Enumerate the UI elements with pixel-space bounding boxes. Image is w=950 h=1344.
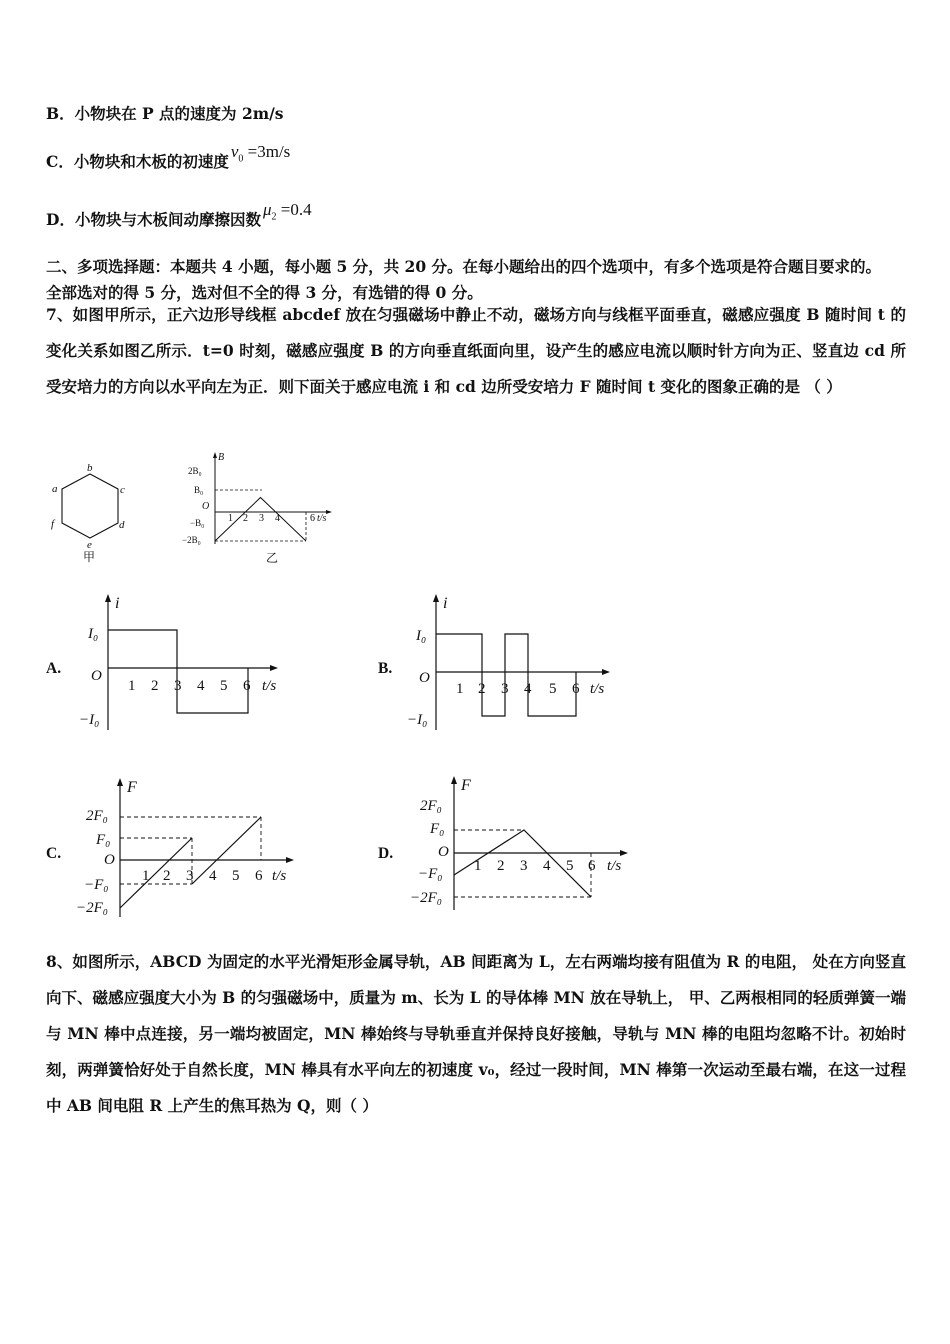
option-c-xtick-1: 1: [142, 868, 150, 884]
option-c-origin: O: [104, 852, 115, 868]
x-tick-3: 3: [259, 513, 264, 524]
option-d-label: D.: [378, 845, 394, 862]
option-c-2f0: 2F₀: [86, 808, 108, 824]
vertex-f: f: [51, 518, 55, 530]
section-header-line1: 二、多项选择题：本题共 4 小题，每小题 5 分，共 20 分。在每小题给出的四个选项中，有多个选项是符合题目要求的。: [46, 257, 882, 276]
option-c-xtick-6: 6: [255, 868, 263, 884]
option-b-i0: I₀: [416, 628, 427, 644]
option-b-xtick-3: 3: [501, 681, 509, 697]
caption-jia: 甲: [83, 550, 96, 564]
option-d-neg-2f0: −2F₀: [410, 890, 442, 906]
question-8-text: 8、如图所示，ABCD 为固定的水平光滑矩形金属导轨，AB 间距离为 L，左右两端均接有阻值为 R 的电阻， 处在方向竖直向下、磁感应强度大小为 B 的匀强磁场中，质量为 m、长为 L 的导体棒 MN 放在导轨上， 甲、乙两根相同的轻质弹簧一端与 MN 棒中点连接，另一端均被固定，MN 棒始终与导轨垂直并保持良好接触，导轨与 MN 棒的电阻均忽略不计。初始时刻，两弹簧恰好处于自然长度，MN 棒具有水平向左的初速度 v₀，经过一段时间，MN 棒第一次运动至最右端，在这一过程中 AB 间电阻 R 上产生的焦耳热为 Q，则（ ）: [46, 952, 906, 1115]
vertex-c: c: [120, 484, 125, 496]
option-d-xtick-1: 1: [474, 858, 482, 874]
vertex-e: e: [87, 539, 92, 551]
option-a-xtick-3: 3: [174, 678, 182, 694]
option-d-xtick-4: 4: [543, 858, 551, 874]
option-a-i0: I₀: [88, 626, 99, 642]
option-a-xtick-4: 4: [197, 678, 205, 694]
option-d-f0: F₀: [430, 821, 445, 837]
option-b-graph: [404, 590, 624, 740]
option-d-text: D．小物块与木板间动摩擦因数: [46, 210, 261, 229]
option-d-xtick-5: 5: [566, 858, 574, 874]
option-b-xtick-4: 4: [524, 681, 532, 697]
option-b-origin: O: [419, 670, 430, 686]
origin-label: O: [202, 501, 210, 512]
option-c-text: C．小物块和木板的初速度: [46, 152, 229, 171]
vertex-d: d: [119, 519, 125, 531]
option-c-label: C.: [46, 845, 62, 862]
option-a-xtick-1: 1: [128, 678, 136, 694]
option-a-xtick-2: 2: [151, 678, 159, 694]
option-a-y-axis: i: [115, 595, 120, 612]
section-header-line2: 全部选对的得 5 分，选对但不全的得 3 分，有选错的得 0 分。: [46, 283, 483, 302]
x-tick-2: 2: [243, 513, 248, 524]
vertex-b: b: [87, 462, 93, 474]
option-c-segment-2: [192, 817, 261, 884]
option-c-graph: [76, 772, 316, 922]
option-d-xtick-2: 2: [497, 858, 505, 874]
option-c-neg-2f0: −2F₀: [76, 900, 108, 916]
x-tick-4: 4: [275, 513, 280, 524]
option-c-f0: F₀: [96, 832, 111, 848]
y-tick-b0: B₀: [194, 485, 204, 495]
option-c-xtick-5: 5: [232, 868, 240, 884]
figure-b-t-graph: [178, 448, 348, 568]
option-b-prev: B．小物块在 P 点的速度为 2m/s: [46, 104, 284, 123]
x-tick-6: 6: [310, 513, 315, 524]
option-a-origin: O: [91, 668, 102, 684]
option-d-origin: O: [438, 844, 449, 860]
option-d-y-axis: F: [461, 777, 471, 794]
y-tick-neg-b0: −B₀: [190, 518, 205, 528]
option-c-x-axis: t/s: [272, 868, 287, 884]
option-a-xtick-5: 5: [220, 678, 228, 694]
option-b-x-axis: t/s: [590, 681, 605, 697]
y-axis-label: B: [218, 452, 225, 463]
option-d-prev: [46, 200, 312, 232]
option-b-y-axis: i: [443, 595, 448, 612]
option-b-xtick-1: 1: [456, 681, 464, 697]
option-a-label: A.: [46, 660, 62, 677]
option-c-neg-f0: −F₀: [84, 877, 109, 893]
option-b-curve: [436, 634, 576, 716]
vertex-a: a: [52, 483, 58, 495]
option-c-xtick-3: 3: [186, 868, 194, 884]
x-tick-1: 1: [228, 513, 233, 524]
option-d-equation: $\mu_2 =0.4$: [262, 200, 312, 223]
x-axis-label: t/s: [317, 513, 327, 524]
option-b-xtick-5: 5: [549, 681, 557, 697]
option-c-xtick-2: 2: [163, 868, 171, 884]
option-d-xtick-3: 3: [520, 858, 528, 874]
option-c-prev: [46, 142, 291, 174]
caption-yi: 乙: [266, 551, 279, 565]
option-b-label: B.: [378, 660, 393, 677]
y-tick-neg-2b0: −2B₀: [182, 535, 201, 545]
option-a-curve: [108, 630, 248, 713]
figure-hexagon: [42, 460, 142, 568]
option-c-xtick-4: 4: [209, 868, 217, 884]
option-c-y-axis: F: [127, 779, 137, 796]
question-7-text: 7、如图甲所示，正六边形导线框 abcdef 放在匀强磁场中静止不动，磁场方向与线框平面垂直，磁感应强度 B 随时间 t 的变化关系如图乙所示．t=0 时刻，磁感应强度 B 的方向垂直纸面向里，设产生的感应电流以顺时针方向为正、竖直边 cd 所受安培力的方向以水平向左为正．则下面关于感应电流 i 和 cd 边所受安培力 F 随时间 t 变化的图象正确的是 （ ）: [46, 305, 906, 396]
option-d-graph: [410, 770, 645, 920]
option-c-segment-1: [120, 838, 192, 908]
option-d-neg-f0: −F₀: [418, 866, 443, 882]
option-b-xtick-6: 6: [572, 681, 580, 697]
option-b-neg-i0: −I₀: [407, 712, 428, 728]
option-b-xtick-2: 2: [478, 681, 486, 697]
option-a-graph: [76, 590, 306, 740]
option-a-xtick-6: 6: [243, 678, 251, 694]
option-d-x-axis: t/s: [607, 858, 622, 874]
option-d-2f0: 2F₀: [420, 798, 442, 814]
option-c-equation: $v_0 =3m/s$: [230, 142, 291, 165]
hexagon-shape: [62, 474, 118, 538]
option-a-neg-i0: −I₀: [79, 712, 100, 728]
option-a-x-axis: t/s: [262, 678, 277, 694]
y-tick-2b0: 2B₀: [188, 466, 202, 476]
option-d-xtick-6: 6: [588, 858, 596, 874]
